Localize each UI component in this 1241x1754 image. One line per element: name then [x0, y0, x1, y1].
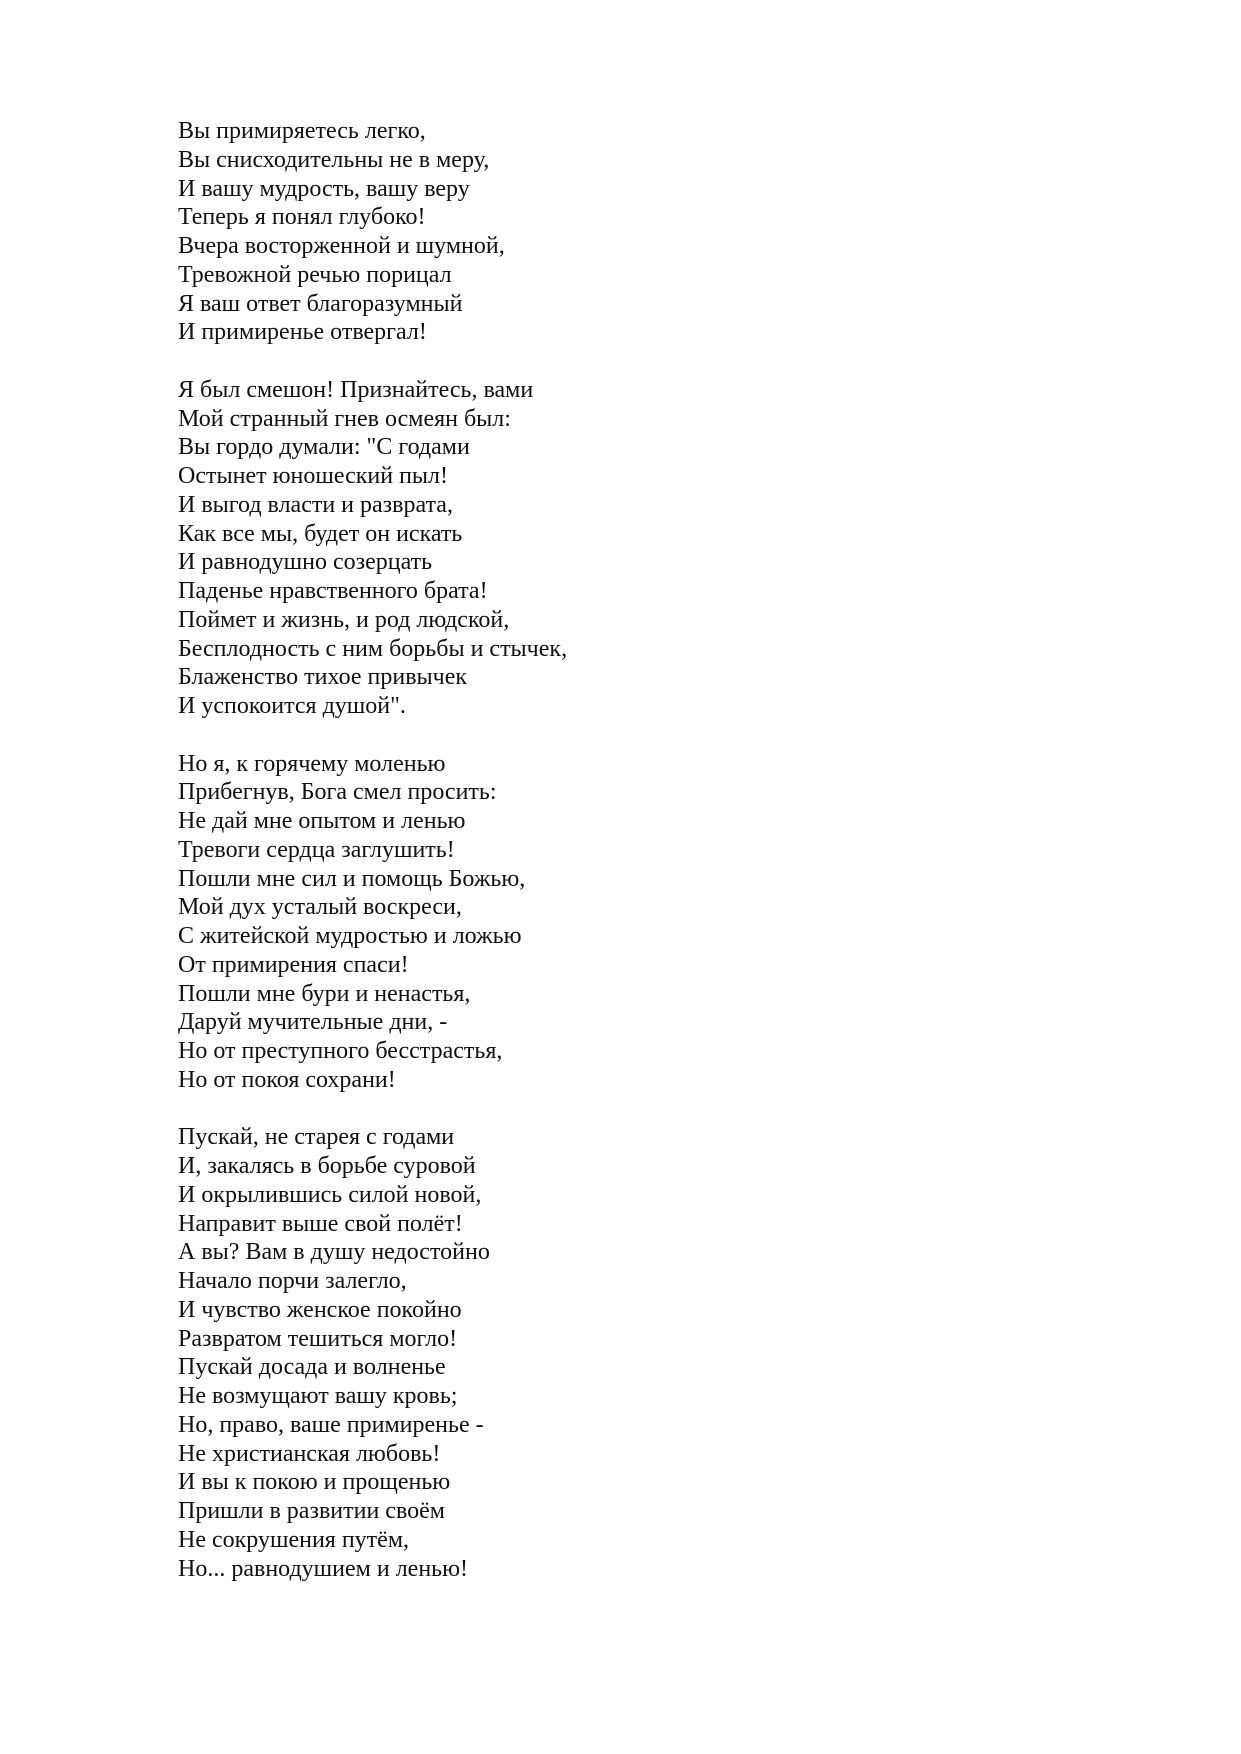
poem-line: И равнодушно созерцать	[178, 549, 433, 576]
poem-line: Развратом тешиться могло!	[178, 1325, 458, 1352]
poem-line: Пришли в развитии своём	[178, 1498, 445, 1524]
poem-line: Но, право, ваше примиренье -	[178, 1411, 484, 1438]
poem-line: С житейской мудростью и ложью	[178, 923, 522, 949]
poem-line: И чувство женское покойно	[178, 1296, 462, 1323]
poem-line: Вы гордо думали: "С годами	[178, 434, 470, 461]
poem-line: И вашу мудрость, вашу веру	[178, 175, 470, 202]
poem-line: И вы к покою и прощенью	[178, 1469, 451, 1496]
poem-line: А вы? Вам в душу недостойно	[178, 1239, 490, 1266]
poem-line: Мой дух усталый воскреси,	[178, 894, 462, 921]
poem-line: Не возмущают вашу кровь;	[178, 1383, 458, 1409]
stanza	[178, 117, 1178, 347]
poem-line: И, закалясь в борьбе суровой	[178, 1153, 476, 1179]
poem-line: Поймет и жизнь, и род людской,	[178, 606, 510, 633]
poem-line: Но... равнодушием и ленью!	[178, 1555, 469, 1582]
poem-line: И успокоится душой".	[178, 693, 406, 719]
poem-line: Не христианская любовь!	[178, 1440, 441, 1467]
poem-line: Тревоги сердца заглушить!	[178, 836, 455, 863]
poem-line: Вы примиряетесь легко,	[178, 118, 426, 144]
poem-text	[178, 117, 1178, 1612]
poem-line: Паденье нравственного брата!	[178, 578, 488, 604]
poem-line: Но от преступного бесстрастья,	[178, 1038, 503, 1064]
poem-line: Как все мы, будет он искать	[178, 520, 463, 547]
poem-line: Но я, к горячему моленью	[178, 750, 446, 777]
poem-line: Пускай, не старея с годами	[178, 1124, 455, 1151]
poem-line: От примирения спаси!	[178, 951, 409, 978]
poem-line: Вчера восторженной и шумной,	[178, 233, 505, 259]
poem-line: Теперь я понял глубоко!	[178, 204, 426, 231]
poem-line: Направит выше свой полёт!	[178, 1210, 463, 1237]
poem-line: Вы снисходительны не в меру,	[178, 146, 490, 173]
poem-line: Не дай мне опытом и ленью	[178, 808, 466, 834]
poem-line: Я ваш ответ благоразумный	[178, 290, 463, 317]
poem-line: И примиренье отвергал!	[178, 319, 427, 346]
poem-line: Остынет юношеский пыл!	[178, 463, 449, 489]
poem-line: Я был смешон! Признайтесь, вами	[178, 376, 534, 403]
poem-line: Мой странный гнев осмеян был:	[178, 405, 511, 432]
poem-line: Пускай досада и волненье	[178, 1354, 446, 1381]
poem-line: Пошли мне сил и помощь Божью,	[178, 865, 526, 892]
poem-line: Блаженство тихое привычек	[178, 664, 468, 691]
poem-line: И окрылившись силой новой,	[178, 1181, 482, 1208]
poem-line: Но от покоя сохрани!	[178, 1066, 396, 1093]
poem-line: И выгод власти и разврата,	[178, 491, 453, 518]
stanza	[178, 376, 1178, 721]
poem-line: Даруй мучительные дни, -	[178, 1009, 448, 1036]
poem-line: Прибегнув, Бога смел просить:	[178, 779, 497, 806]
stanza	[178, 1123, 1178, 1583]
poem-line: Пошли мне бури и ненастья,	[178, 980, 471, 1007]
poem-line: Бесплодность с ним борьбы и стычек,	[178, 635, 568, 662]
poem-line: Начало порчи залегло,	[178, 1268, 407, 1294]
poem-line: Не сокрушения путём,	[178, 1526, 410, 1553]
poem-line: Тревожной речью порицал	[178, 261, 452, 288]
stanza	[178, 750, 1178, 1095]
